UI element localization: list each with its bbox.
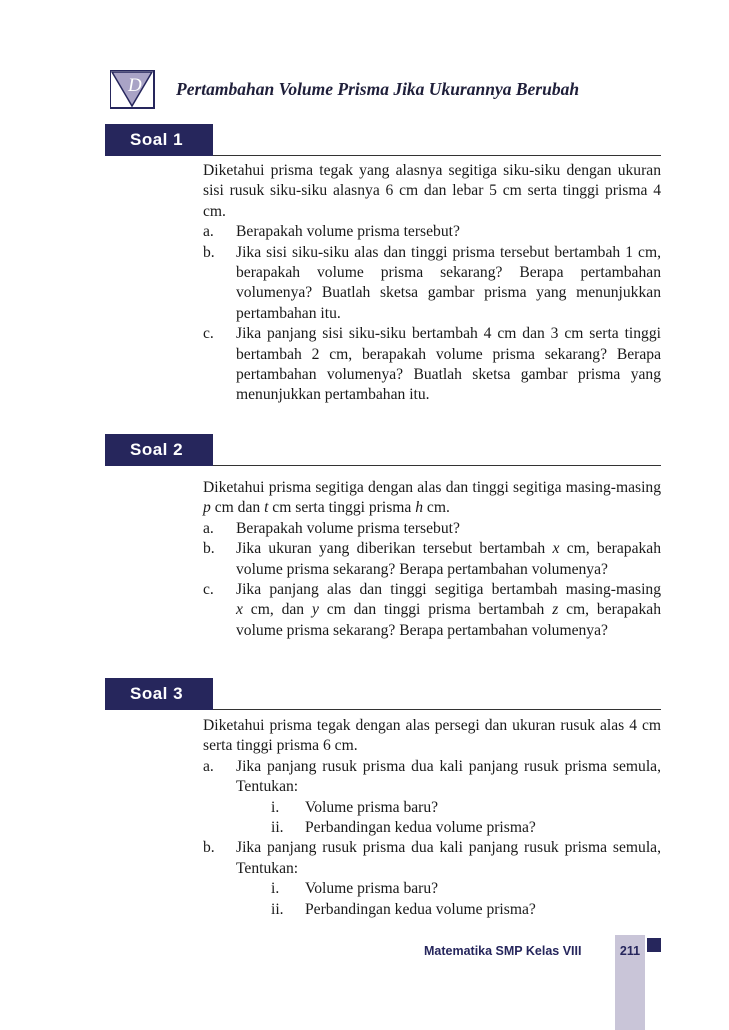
soal-2-header (105, 434, 661, 466)
soal-2-item-b: b. Jika ukuran yang diberikan tersebut bertambah x cm, berapakah volume prisma sekarang? Berapa pertambahan volumenya? (203, 540, 662, 578)
soal-1-item-c: c. Jika panjang sisi siku-siku bertambah 4 cm dan 3 cm serta tinggi bertambah 2 cm, berapakah volume prisma sekarang? Berapa pertambahan volumenya? Buatlah sketsa gambar prisma yang menunjukkan pertambahan itu. (203, 325, 661, 404)
soal-3-header (105, 678, 661, 710)
soal-3-item-a-sub-ii: ii. Perbandingan kedua volume prisma? (271, 819, 536, 837)
book-title: Matematika SMP Kelas VIII (424, 944, 582, 958)
soal-2-item-c: c. Jika panjang alas dan tinggi segitiga bertambah masing-masing x cm, dan y cm dan tinggi prisma bertambah z cm, berapakah volume prisma sekarang? Berapa pertambahan volumenya? (203, 581, 693, 639)
section-header (110, 70, 670, 110)
page-number: 211 (619, 944, 641, 958)
soal-2-item-a: a. Berapakah volume prisma tersebut? (203, 519, 460, 537)
soal-1-rule (213, 155, 661, 156)
soal-3-rule (213, 709, 661, 710)
soal-2-intro: Diketahui prisma segitiga dengan alas dan tinggi segitiga masing-masing p cm dan t cm serta tinggi prisma h cm. (203, 479, 661, 517)
badge-letter: D (128, 75, 142, 96)
triangle-badge-icon (110, 70, 156, 110)
soal-3-item-a: a. Jika panjang rusuk prisma dua kali panjang rusuk prisma semula, Tentukan: (203, 757, 661, 796)
soal-1-header (105, 124, 661, 156)
soal-3-intro: Diketahui prisma tegak dengan alas persegi dan ukuran rusuk alas 4 cm serta tinggi prisma 6 cm. (203, 717, 661, 755)
soal-3-body (203, 716, 661, 920)
soal-1-label: Soal 1 (105, 124, 213, 156)
section-title: Pertambahan Volume Prisma Jika Ukurannya Berubah (176, 79, 580, 99)
soal-1-intro: Diketahui prisma tegak yang alasnya segitiga siku-siku dengan ukuran sisi rusuk siku-siku alasnya 6 cm dan lebar 5 cm serta tinggi prisma 4 cm. (203, 162, 661, 220)
soal-2-rule (213, 465, 661, 466)
soal-1-item-b: b. Jika sisi siku-siku alas dan tinggi prisma tersebut bertambah 1 cm, berapakah volume prisma sekarang? Berapa pertambahan volumenya? Buatlah sketsa gambar prisma yang menunjukkan pertambahan itu. (203, 243, 661, 322)
corner-square-icon (647, 938, 661, 952)
soal-3-item-b-sub-i: i. Volume prisma baru? (271, 880, 439, 898)
soal-3-label: Soal 3 (105, 678, 213, 710)
soal-2-body (203, 478, 693, 641)
soal-3-item-b: b. Jika panjang rusuk prisma dua kali panjang rusuk prisma semula, Tentukan: (203, 839, 661, 877)
soal-1-item-a: a. Berapakah volume prisma tersebut? (203, 223, 460, 241)
soal-3-item-a-sub-i: i. Volume prisma baru? (271, 798, 439, 816)
soal-1-body (203, 161, 661, 406)
soal-3-item-b-sub-ii: ii. Perbandingan kedua volume prisma? (271, 900, 536, 918)
soal-2-label: Soal 2 (105, 434, 213, 466)
